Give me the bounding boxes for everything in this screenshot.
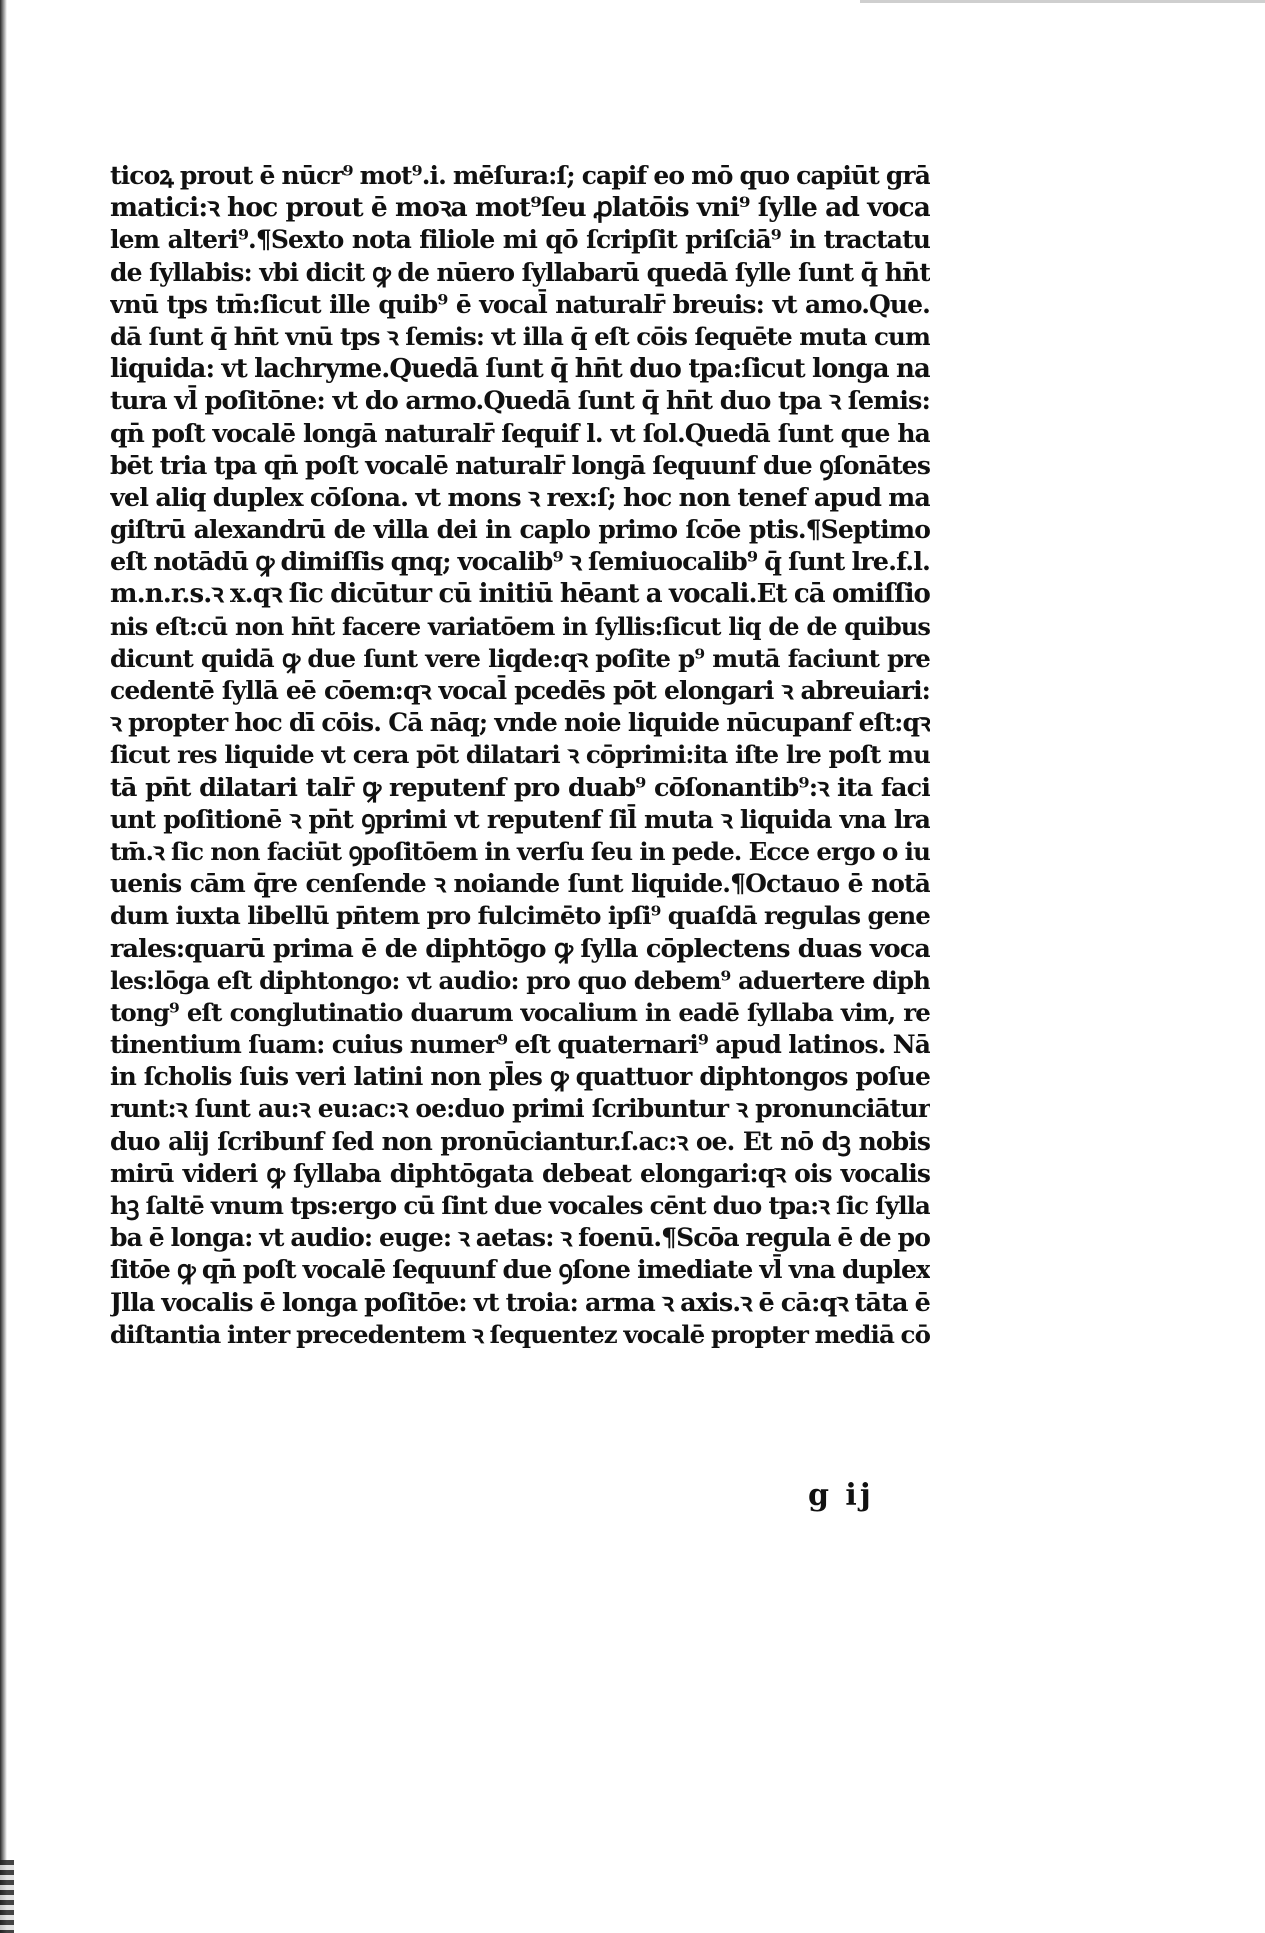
text-line: bēt tria tpa qn̄ poſt vocalē naturalr̄ longā ſequunf due ꝯſonātes bbox=[110, 450, 930, 480]
text-line: duo alij ſcribunf ſed non pronūciantur.ſ.ac:ꝛ oe. Et nō dꝫ nobis bbox=[110, 1126, 930, 1156]
text-line: Jlla vocalis ē longa poſitōe: vt troia: arma ꝛ axis.ꝛ ē cā:qꝛ tāta ē bbox=[110, 1287, 930, 1318]
text-line: vnū tps tm̄:ſicut ille quib⁹ ē vocal̄ naturalr̄ breuis: vt amo.Que. bbox=[110, 289, 930, 319]
text-line: nis eſt:cū non hn̄t facere variatōem in ſyllis:ſicut liq de de quibus bbox=[110, 611, 930, 641]
text-line: ſitōe ꝙ qn̄ poſt vocalē ſequunf due ꝯſone imediate vl̄ vna duplex bbox=[110, 1255, 930, 1285]
text-line: tong⁹ eſt conglutinatio duarum vocalium in eadē ſyllaba vim, re bbox=[110, 997, 930, 1027]
text-line: lem alteri⁹.¶Sexto nota filiole mi qō ſcripſit priſciā⁹ in tractatu bbox=[110, 225, 930, 255]
text-line: runt:ꝛ ſunt au:ꝛ eu:ac:ꝛ oe:duo primi ſcribuntur ꝛ pronunciātur bbox=[110, 1094, 930, 1124]
text-line: uenis cām q̄re cenſende ꝛ noiande ſunt liquide.¶Octauo ē notā bbox=[110, 869, 930, 899]
text-line: liquida: vt lachryme.Quedā ſunt q̄ hn̄t duo tpa:ſicut longa na bbox=[110, 354, 930, 385]
text-line: in ſcholis ſuis veri latini non pl̄es ꝙ quattuor diphtongos poſue bbox=[110, 1062, 930, 1092]
text-line: tā pn̄t dilatari talr̄ ꝙ reputenf pro duab⁹ cōſonantib⁹:ꝛ ita faci bbox=[110, 772, 930, 803]
text-line: giſtrū alexandrū de villa dei in caplo primo ſcōe ptis.¶Septimo bbox=[110, 515, 930, 545]
text-line: dicunt quidā ꝙ due ſunt vere liqde:qꝛ poſite p⁹ mutā faciunt pre bbox=[110, 643, 930, 673]
text-line: dā ſunt q̄ hn̄t vnū tps ꝛ ſemis: vt illa q̄ eſt cōis ſequēte muta cum bbox=[110, 321, 930, 351]
text-line: eſt notādū ꝙ dimiſſis qnq; vocalib⁹ ꝛ ſemiuocalib⁹ q̄ ſunt lre.f.l. bbox=[110, 547, 930, 578]
text-line: unt poſitionē ꝛ pn̄t ꝯprimi vt reputenf ſil̄ muta ꝛ liquida vna lra bbox=[110, 804, 930, 834]
text-line: les:lōga eſt diphtongo: vt audio: pro quo debem⁹ aduertere diph bbox=[110, 965, 930, 995]
text-line: rales:quarū prima ē de diphtōgo ꝙ ſylla cōplectens duas voca bbox=[110, 933, 930, 964]
text-line: ꝛ propter hoc dī cōis. Cā nāq; vnde noie liquide nūcupanf eſt:qꝛ bbox=[110, 708, 930, 738]
text-line: de ſyllabis: vbi dicit ꝙ de nūero ſyllabarū quedā ſylle ſunt q̄ hn̄t bbox=[110, 257, 930, 287]
text-line: ticoꝝ prout ē nūcr⁹ mot⁹.i. mēſura:ſ; capif eo mō quo capiūt grā bbox=[110, 161, 930, 190]
text-line: ſicut res liquide vt cera pōt dilatari ꝛ cōprimi:ita iſte lre poſt mu bbox=[110, 740, 930, 770]
text-line: tura vl̄ poſitōne: vt do armo.Quedā ſunt q̄ hn̄t duo tpa ꝛ ſemis: bbox=[110, 386, 930, 417]
text-line: m.n.r.s.ꝛ x.qꝛ ſic dicūtur cū initiū hēant a vocali.Et cā omiſſio bbox=[110, 579, 930, 610]
text-line: dum iuxta libellū pn̄tem pro fulcimēto ipſi⁹ quaſdā regulas gene bbox=[110, 901, 930, 931]
folio-signature: g ij bbox=[808, 1478, 874, 1513]
text-line: cedentē ſyllā eē cōem:qꝛ vocal̄ pcedēs pōt elongari ꝛ abreuiari: bbox=[110, 676, 930, 705]
text-line: ba ē longa: vt audio: euge: ꝛ aetas: ꝛ foenū.¶Scōa regula ē de po bbox=[110, 1223, 930, 1253]
text-line: tinentium ſuam: cuius numer⁹ eſt quaternari⁹ apud latinos. Nā bbox=[110, 1030, 930, 1060]
page-top-edge bbox=[860, 0, 1265, 3]
text-line: diſtantia inter precedentem ꝛ ſequentez vocalē propter mediā cō bbox=[110, 1319, 930, 1349]
text-block bbox=[110, 160, 930, 1351]
page-edge-mark bbox=[0, 1860, 14, 1933]
page-binding-edge bbox=[0, 0, 7, 1933]
text-line: vel aliq duplex cōſona. vt mons ꝛ rex:ſ; hoc non tenef apud ma bbox=[110, 482, 930, 513]
text-line: qn̄ poſt vocalē longā naturalr̄ ſequif l. vt ſol.Quedā ſunt que ha bbox=[110, 418, 930, 448]
text-line: matici:ꝛ hoc prout ē moꝛa mot⁹ſeu ꝓlatōis vni⁹ ſylle ad voca bbox=[110, 192, 930, 224]
text-line: tm̄.ꝛ ſic non faciūt ꝯpoſitōem in verſu ſeu in pede. Ecce ergo o iu bbox=[110, 836, 930, 866]
text-line: hꝫ ſaltē vnum tps:ergo cū ſint due vocales cēnt duo tpa:ꝛ ſic ſylla bbox=[110, 1191, 930, 1220]
text-line: mirū videri ꝙ ſyllaba diphtōgata debeat elongari:qꝛ ois vocalis bbox=[110, 1158, 930, 1188]
